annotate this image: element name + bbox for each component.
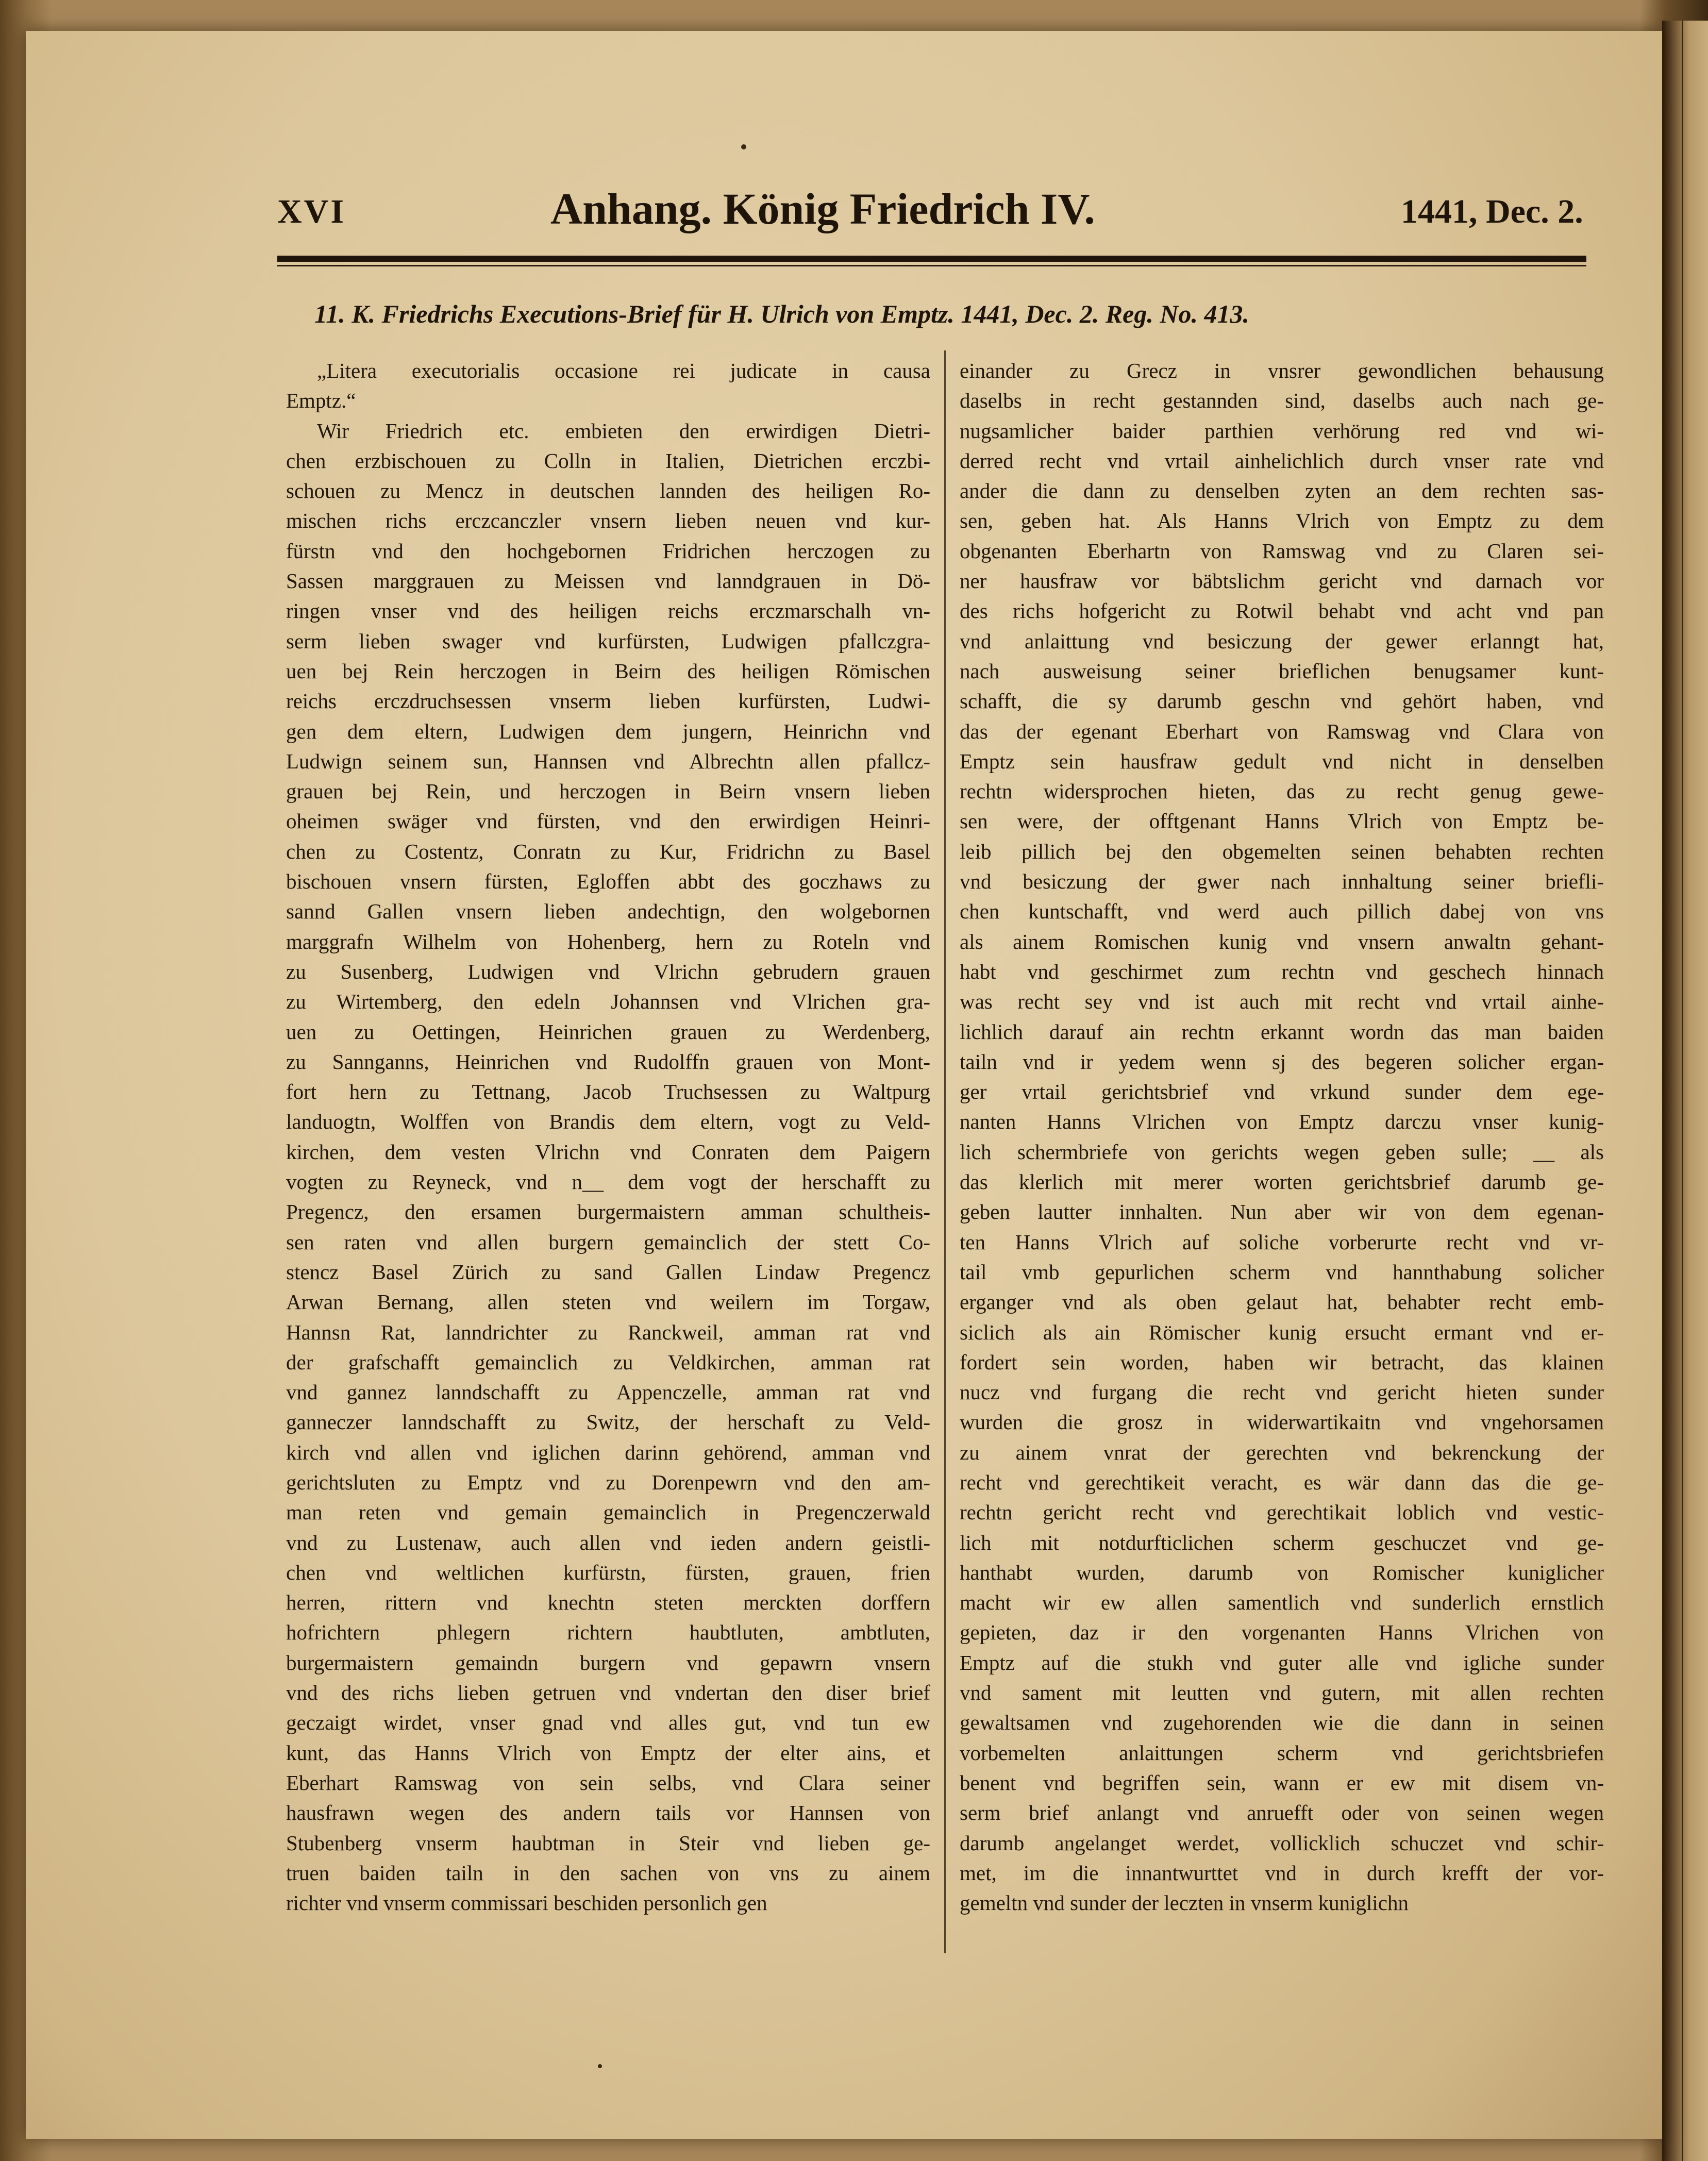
page-speck xyxy=(598,2064,602,2068)
text-line: tailn vnd ir yedem wenn sj des begeren solicher ergan- xyxy=(960,1049,1604,1074)
text-line: stencz Basel Zürich zu sand Gallen Lindaw Pregencz xyxy=(286,1260,930,1284)
text-line: habt vnd geschirmet zum rechtn vnd geschech hinnach xyxy=(960,959,1604,983)
text-line: serm brief anlangt vnd anruefft oder von seinen wegen xyxy=(960,1801,1604,1825)
next-page-edge xyxy=(1662,21,1708,2161)
text-line: Hannsn Rat, lanndrichter zu Ranckweil, amman rat vnd xyxy=(286,1320,930,1344)
text-line: reichs erczdruchsessen vnserm lieben kurfürsten, Ludwi- xyxy=(286,689,930,713)
text-line: vorbemelten anlaittungen scherm vnd gerichtsbriefen xyxy=(960,1740,1604,1765)
text-line: lichlich darauf ain rechtn erkannt wordn das man baiden xyxy=(960,1019,1604,1044)
text-line: was recht sey vnd ist auch mit recht vnd vrtail ainhe- xyxy=(960,990,1604,1014)
text-line: nugsamlicher baider parthien verhörung red vnd wi- xyxy=(960,418,1604,443)
text-line: oheimen swäger vnd fürsten, vnd den erwirdigen Heinri- xyxy=(286,809,930,833)
text-line: zu Wirtemberg, den edeln Johannsen vnd Vlrichen gra- xyxy=(286,990,930,1014)
text-line: Arwan Bernang, allen steten vnd weilern im Torgaw, xyxy=(286,1290,930,1314)
document-heading: 11. K. Friedrichs Executions-Brief für H. Ulrich von Emptz. 1441, Dec. 2. Reg. No. 413. xyxy=(314,299,1249,328)
text-line: schouen zu Mencz in deutschen lannden des heiligen Ro- xyxy=(286,479,930,503)
text-line: chen vnd weltlichen kurfürstn, fürsten, grauen, frien xyxy=(286,1560,930,1584)
text-line: sannd Gallen vnsern lieben andechtign, den wolgebornen xyxy=(286,899,930,924)
text-line: met, im die innantwurttet vnd in durch krefft der vor- xyxy=(960,1861,1604,1885)
text-line: derred recht vnd vrtail ainhelichlich durch vnser rate vnd xyxy=(960,448,1604,473)
text-line: chen kuntschafft, vnd werd auch pillich dabej von vns xyxy=(960,899,1604,924)
text-line: ner hausfraw vor bäbtslichm gericht vnd darnach vor xyxy=(960,569,1604,593)
text-line: vnd anlaittung vnd besiczung der gewer erlanngt hat, xyxy=(960,629,1604,653)
left-text-column xyxy=(286,356,930,1918)
text-line: Emptz sein hausfraw gedult vnd nicht in denselben xyxy=(960,749,1604,773)
text-line: gen dem eltern, Ludwigen dem jungern, Heinrichn vnd xyxy=(286,719,930,743)
text-line: vnd gannez lanndschafft zu Appenczelle, amman rat vnd xyxy=(286,1380,930,1404)
text-line: landuogtn, Wolffen von Brandis dem eltern, vogt zu Veld- xyxy=(286,1110,930,1134)
text-line: ander die dann zu denselben zyten an dem rechten sas- xyxy=(960,479,1604,503)
running-header xyxy=(277,183,1586,240)
text-line: des richs hofgericht zu Rotwil behabt vnd acht vnd pan xyxy=(960,599,1604,623)
text-line: Eberhart Ramswag von sein selbs, vnd Clara seiner xyxy=(286,1770,930,1795)
text-line: gewaltsamen vnd zugehorenden wie die dann in seinen xyxy=(960,1711,1604,1735)
text-line: vnd sament mit leutten vnd gutern, mit allen rechten xyxy=(960,1681,1604,1705)
right-text-column xyxy=(960,356,1604,1918)
page-fold-line xyxy=(1682,21,1683,2161)
text-line: gemeltn vnd sunder der leczten in vnserm kuniglichn xyxy=(960,1891,1409,1915)
text-line: gepieten, daz ir den vorgenanten Hanns Vlrichen von xyxy=(960,1620,1604,1645)
text-line: ganneczer lanndschafft zu Switz, der herschaft zu Veld- xyxy=(286,1410,930,1434)
text-line: serm lieben swager vnd kurfürsten, Ludwigen pfallczgra- xyxy=(286,629,930,653)
page-number: XVI xyxy=(277,193,346,230)
text-line: als ainem Romischen kunig vnd vnsern anwaltn gehant- xyxy=(960,929,1604,953)
text-line: sen were, der offtgenant Hanns Vlrich von Emptz be- xyxy=(960,809,1604,833)
text-line: benent vnd begriffen sein, wann er ew mit disem vn- xyxy=(960,1770,1604,1795)
text-line: hanthabt wurden, darumb von Romischer kuniglicher xyxy=(960,1560,1604,1584)
text-line: recht vnd gerechtikeit veracht, es wär dann das die ge- xyxy=(960,1470,1604,1494)
text-line: lich schermbriefe von gerichts wegen geben sulle; __ als xyxy=(960,1140,1604,1164)
text-line: Stubenberg vnserm haubtman in Steir vnd lieben ge- xyxy=(286,1831,930,1855)
text-line: vnd besiczung der gwer nach innhaltung seiner briefli- xyxy=(960,869,1604,894)
text-line: nucz vnd furgang die recht vnd gericht hieten sunder xyxy=(960,1380,1604,1404)
text-line: mischen richs erczcanczler vnsern lieben neuen vnd kur- xyxy=(286,509,930,533)
text-line: vogten zu Reyneck, vnd n__ dem vogt der herschafft zu xyxy=(286,1170,930,1194)
text-line: ten Hanns Vlrich auf soliche vorberurte recht vnd vr- xyxy=(960,1230,1604,1254)
text-line: zu ainem vnrat der gerechten vnd bekrenckung der xyxy=(960,1440,1604,1464)
text-line: nanten Hanns Vlrichen von Emptz darczu vnser kunig- xyxy=(960,1110,1604,1134)
text-line: leib pillich bej den obgemelten seinen behabten rechten xyxy=(960,839,1604,863)
text-line: chen erzbischouen zu Colln in Italien, Dietrichen erczbi- xyxy=(286,448,930,473)
text-line: rechtn gericht recht vnd gerechtikait loblich vnd vestic- xyxy=(960,1500,1604,1525)
text-line: Emptz auf die stukh vnd guter alle vnd igliche sunder xyxy=(960,1650,1604,1674)
text-line: einander zu Grecz in vnsrer gewondlichen behausung xyxy=(960,359,1604,382)
text-line: hausfrawn wegen des andern tails vor Hannsen von xyxy=(286,1801,930,1825)
text-line: rechtn widersprochen hieten, das zu recht genug gewe- xyxy=(960,779,1604,803)
text-line: geczaigt wirdet, vnser gnad vnd alles gut, vnd tun ew xyxy=(286,1711,930,1735)
text-line: schafft, die sy darumb geschn vnd gehört haben, vnd xyxy=(960,689,1604,713)
text-line: geben lautter innhalten. Nun aber wir von dem egenan- xyxy=(960,1200,1604,1224)
text-line: richter vnd vnserm commissari beschiden personlich gen xyxy=(286,1891,767,1915)
text-line: der grafschafft gemainclich zu Veldkirchen, amman rat xyxy=(286,1350,930,1374)
text-line: marggrafn Wilhelm von Hohenberg, hern zu Roteln vnd xyxy=(286,929,930,953)
text-line: sen, geben hat. Als Hanns Vlrich von Emptz zu dem xyxy=(960,509,1604,533)
text-line: nach ausweisung seiner brieflichen benugsamer kunt- xyxy=(960,659,1604,683)
text-line: kunt, das Hanns Vlrich von Emptz der elter ains, et xyxy=(286,1740,930,1765)
text-line: das klerlich mit merer worten gerichtsbrief darumb ge- xyxy=(960,1170,1604,1194)
text-line: grauen bej Rein, und herczogen in Beirn vnsern lieben xyxy=(286,779,930,803)
text-line: das der egenant Eberhart von Ramswag vnd Clara von xyxy=(960,719,1604,743)
column-divider xyxy=(944,350,946,1953)
text-line: burgermaistern gemaindn burgern vnd gepawrn vnsern xyxy=(286,1650,930,1674)
running-title: Anhang. König Friedrich IV. xyxy=(550,184,1095,233)
text-line: erganger vnd als oben gelaut hat, behabter recht emb- xyxy=(960,1290,1604,1314)
text-line: kirch vnd allen vnd iglichen darinn gehörend, amman vnd xyxy=(286,1440,930,1464)
text-line: fürstn vnd den hochgebornen Fridrichen herczogen zu xyxy=(286,539,930,563)
text-line: fordert sein worden, haben wir betracht, das klainen xyxy=(960,1350,1604,1374)
text-line: Pregencz, den ersamen burgermaistern amman schultheis- xyxy=(286,1200,930,1224)
text-line: sen raten vnd allen burgern gemainclich der stett Co- xyxy=(286,1230,930,1254)
text-line: vnd des richs lieben getruen vnd vndertan den diser brief xyxy=(286,1681,930,1705)
text-line: daselbs in recht gestannden sind, daselbs auch nach ge- xyxy=(960,389,1604,413)
text-line: Sassen marggrauen zu Meissen vnd lanndgrauen in Dö- xyxy=(286,569,930,593)
text-line: ger vrtail gerichtsbrief vnd vrkund sunder dem ege- xyxy=(960,1080,1604,1104)
text-line: ringen vnser vnd des heiligen reichs erczmarschalh vn- xyxy=(286,599,930,623)
text-line: Wir Friedrich etc. embieten den erwirdigen Dietri- xyxy=(317,418,930,443)
text-line: zu Susenberg, Ludwigen vnd Vlrichn gebrudern grauen xyxy=(286,959,930,983)
text-line: lich mit notdurfticlichen scherm geschuczet vnd ge- xyxy=(960,1530,1604,1554)
text-line: uen zu Oettingen, Heinrichen grauen zu Werdenberg, xyxy=(286,1019,930,1044)
text-line: wurden die grosz in widerwartikaitn vnd vngehorsamen xyxy=(960,1410,1604,1434)
text-line: hofrichtern phlegern richtern haubtluten, ambtluten, xyxy=(286,1620,930,1645)
text-line: gerichtsluten zu Emptz vnd zu Dorenpewrn vnd den am- xyxy=(286,1470,930,1494)
text-line: fort hern zu Tettnang, Jacob Truchsessen zu Waltpurg xyxy=(286,1080,930,1104)
page-speck xyxy=(741,144,746,149)
text-line: „Litera executorialis occasione rei judicate in causa xyxy=(317,359,930,382)
text-line: herren, rittern vnd knechtn steten merckten dorffern xyxy=(286,1590,930,1615)
text-line: macht wir ew allen samentlich vnd sunderlich ernstlich xyxy=(960,1590,1604,1615)
running-date: 1441, Dec. 2. xyxy=(1401,193,1583,230)
text-line: zu Sannganns, Heinrichen vnd Rudolffn grauen von Mont- xyxy=(286,1049,930,1074)
text-line: darumb angelanget werdet, vollicklich schuczet vnd schir- xyxy=(960,1831,1604,1855)
text-line: chen zu Costentz, Conratn zu Kur, Fridrichn zu Basel xyxy=(286,839,930,863)
text-line: bischouen vnsern fürsten, Egloffen abbt des goczhaws zu xyxy=(286,869,930,894)
text-line: Ludwign seinem sun, Hannsen vnd Albrechtn allen pfallcz- xyxy=(286,749,930,773)
header-rule-thin xyxy=(277,265,1586,266)
text-line: Emptz.“ xyxy=(286,389,356,413)
text-line: uen bej Rein herczogen in Beirn des heiligen Römischen xyxy=(286,659,930,683)
header-rule-thick xyxy=(277,256,1586,262)
text-line: truen baiden tailn in den sachen von vns zu ainem xyxy=(286,1861,930,1885)
text-line: siclich als ain Römischer kunig ersucht ermant vnd er- xyxy=(960,1320,1604,1344)
text-line: kirchen, dem vesten Vlrichn vnd Conraten dem Paigern xyxy=(286,1140,930,1164)
text-line: tail vmb gepurlichen scherm vnd hannthabung solicher xyxy=(960,1260,1604,1284)
text-line: obgenanten Eberhartn von Ramswag vnd zu Claren sei- xyxy=(960,539,1604,563)
text-line: man reten vnd gemain gemainclich in Pregenczerwald xyxy=(286,1500,930,1525)
text-line: vnd zu Lustenaw, auch allen vnd ieden andern geistli- xyxy=(286,1530,930,1554)
